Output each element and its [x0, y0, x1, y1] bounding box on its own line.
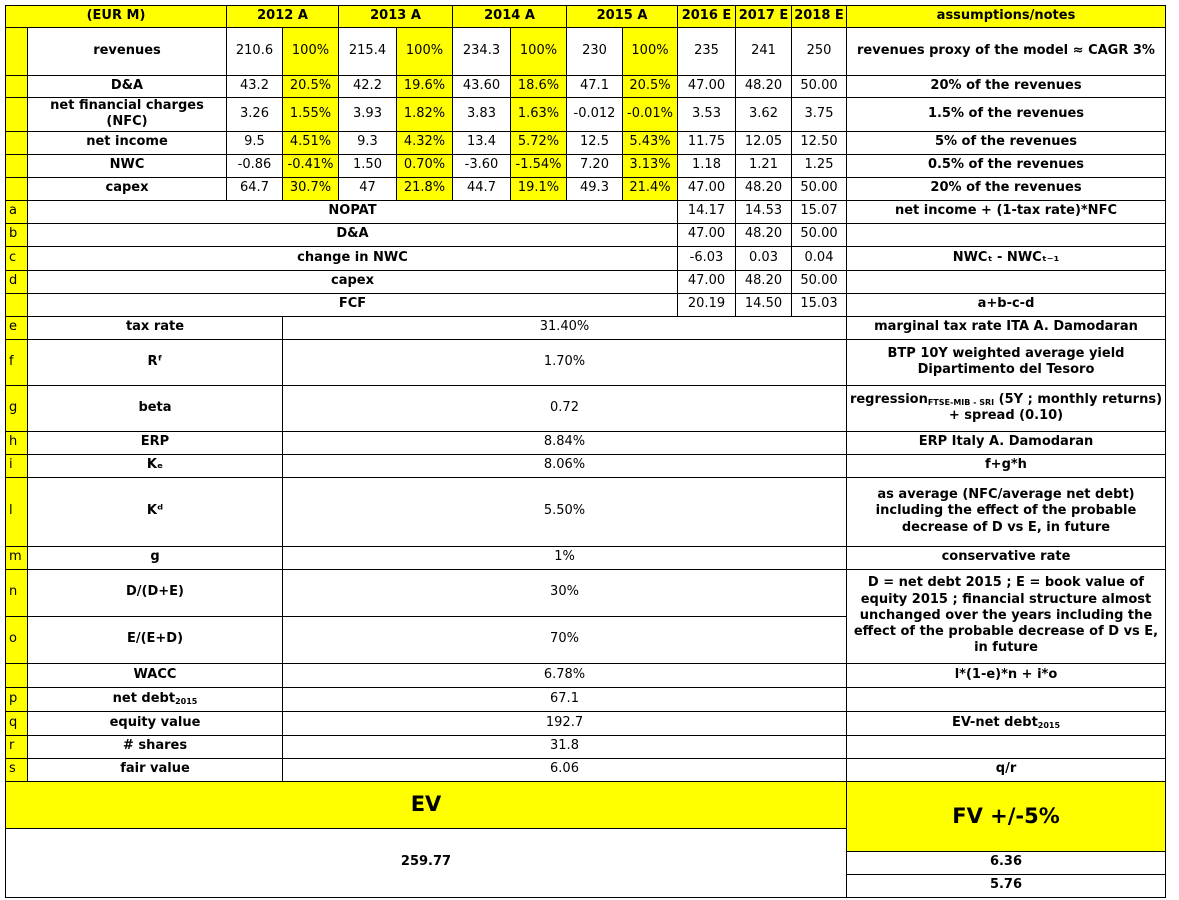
param-label: Rᶠ [28, 339, 283, 385]
table-row [6, 223, 1166, 246]
row-note: 20% of the revenues [847, 76, 1166, 98]
cell-value: 215.4 [339, 28, 397, 76]
table-row [6, 687, 1166, 711]
row-label: D&A [28, 223, 678, 246]
cell-percent: 30.7% [283, 177, 339, 200]
cell-percent: 0.70% [397, 154, 453, 177]
param-label: beta [28, 385, 283, 431]
cell-value: 47.00 [678, 177, 736, 200]
row-letter: e [6, 316, 28, 339]
table-row [6, 270, 1166, 293]
unit-header: (EUR M) [6, 6, 227, 28]
param-label: tax rate [28, 316, 283, 339]
cell-value: 250 [792, 28, 847, 76]
table-row [6, 76, 1166, 98]
cell-percent: 100% [623, 28, 678, 76]
table-row [6, 200, 1166, 223]
table-row [6, 28, 1166, 76]
note-text: (5Y ; monthly returns) + spread (0.10) [948, 391, 1163, 423]
cell-percent: 1.63% [511, 98, 567, 132]
cell-value: 0.03 [736, 246, 792, 270]
param-label: Kₑ [28, 454, 283, 477]
cell-value: 11.75 [678, 131, 736, 154]
row-note: BTP 10Y weighted average yield Dipartimento del Tesoro [847, 339, 1166, 385]
cell-value: 3.93 [339, 98, 397, 132]
fv-label: FV +/-5% [847, 781, 1166, 851]
year-header: 2018 E [792, 6, 847, 28]
cell-percent: 5.43% [623, 131, 678, 154]
cell-value: -0.012 [567, 98, 623, 132]
param-value: 6.78% [283, 663, 847, 687]
cell-value: 12.50 [792, 131, 847, 154]
cell-value: 64.7 [227, 177, 283, 200]
param-label: E/(E+D) [28, 616, 283, 663]
cell-value: 43.2 [227, 76, 283, 98]
table-row [6, 546, 1166, 569]
cell-value: 1.18 [678, 154, 736, 177]
notes-header: assumptions/notes [847, 6, 1166, 28]
row-label: NOPAT [28, 200, 678, 223]
param-label: equity value [28, 711, 283, 735]
cell-value: 241 [736, 28, 792, 76]
param-value: 31.8 [283, 735, 847, 758]
row-note [847, 735, 1166, 758]
cell-value: 210.6 [227, 28, 283, 76]
row-note: 20% of the revenues [847, 177, 1166, 200]
param-label: # shares [28, 735, 283, 758]
table-row [6, 454, 1166, 477]
cell-value: 50.00 [792, 223, 847, 246]
cell-value: 48.20 [736, 223, 792, 246]
row-letter: p [6, 687, 28, 711]
row-letter: d [6, 270, 28, 293]
cell-value: 47.00 [678, 223, 736, 246]
param-value: 6.06 [283, 758, 847, 781]
row-letter: b [6, 223, 28, 246]
cell-value: 12.5 [567, 131, 623, 154]
param-value: 1% [283, 546, 847, 569]
cell-value: -0.86 [227, 154, 283, 177]
param-value: 30% [283, 569, 847, 616]
cell-value: 47.00 [678, 76, 736, 98]
row-note: l*(1-e)*n + i*o [847, 663, 1166, 687]
row-letter: i [6, 454, 28, 477]
row-letter [6, 663, 28, 687]
row-label: net income [28, 131, 227, 154]
year-header: 2017 E [736, 6, 792, 28]
cell-percent: 100% [397, 28, 453, 76]
row-label: net financial charges (NFC) [28, 98, 227, 132]
cell-percent: -0.41% [283, 154, 339, 177]
cell-percent: 21.4% [623, 177, 678, 200]
row-letter: s [6, 758, 28, 781]
row-letter [6, 177, 28, 200]
note-subscript: 2015 [1037, 720, 1061, 730]
cell-percent: -0.01% [623, 98, 678, 132]
cell-value: 14.50 [736, 293, 792, 316]
valuation-sheet [5, 5, 1166, 898]
row-label: FCF [28, 293, 678, 316]
row-letter: q [6, 711, 28, 735]
table-row [6, 131, 1166, 154]
cell-percent: 20.5% [283, 76, 339, 98]
row-letter: c [6, 246, 28, 270]
year-header: 2016 E [678, 6, 736, 28]
year-header: 2013 A [339, 6, 453, 28]
table-row [6, 735, 1166, 758]
cell-value: 3.26 [227, 98, 283, 132]
cell-value: 49.3 [567, 177, 623, 200]
param-label [28, 687, 283, 711]
row-note: q/r [847, 758, 1166, 781]
cell-value: 50.00 [792, 76, 847, 98]
table-row [6, 569, 1166, 616]
table-row [6, 316, 1166, 339]
row-letter [6, 76, 28, 98]
cell-value: 1.21 [736, 154, 792, 177]
param-label: g [28, 546, 283, 569]
note-subscript: FTSE-MIB - SRI [927, 397, 995, 407]
row-letter [6, 293, 28, 316]
cell-value: 230 [567, 28, 623, 76]
row-letter [6, 131, 28, 154]
param-label: fair value [28, 758, 283, 781]
row-note: net income + (1-tax rate)*NFC [847, 200, 1166, 223]
cell-value: 14.53 [736, 200, 792, 223]
cell-percent: 4.32% [397, 131, 453, 154]
note-text: EV-net debt [951, 714, 1038, 730]
param-label: WACC [28, 663, 283, 687]
note-text: regression [849, 391, 928, 407]
cell-value: 1.50 [339, 154, 397, 177]
label-text: net debt [112, 690, 176, 706]
row-letter [6, 98, 28, 132]
row-letter: a [6, 200, 28, 223]
cell-percent: 100% [511, 28, 567, 76]
cell-value: 235 [678, 28, 736, 76]
cell-percent: 19.1% [511, 177, 567, 200]
cell-percent: 18.6% [511, 76, 567, 98]
row-note: f+g*h [847, 454, 1166, 477]
param-value: 192.7 [283, 711, 847, 735]
row-note [847, 385, 1166, 431]
param-value: 0.72 [283, 385, 847, 431]
cell-value: 13.4 [453, 131, 511, 154]
param-label: ERP [28, 431, 283, 454]
ev-value: 259.77 [6, 828, 847, 897]
param-value: 31.40% [283, 316, 847, 339]
year-header: 2014 A [453, 6, 567, 28]
cell-value: 1.25 [792, 154, 847, 177]
cell-percent: 3.13% [623, 154, 678, 177]
row-note: 1.5% of the revenues [847, 98, 1166, 132]
cell-value: 47 [339, 177, 397, 200]
param-label: Kᵈ [28, 477, 283, 546]
row-note: 5% of the revenues [847, 131, 1166, 154]
row-note [847, 687, 1166, 711]
row-letter: r [6, 735, 28, 758]
year-header: 2012 A [227, 6, 339, 28]
row-note: a+b-c-d [847, 293, 1166, 316]
row-letter: o [6, 616, 28, 663]
cell-value: 7.20 [567, 154, 623, 177]
row-note: conservative rate [847, 546, 1166, 569]
cell-percent: 1.82% [397, 98, 453, 132]
row-note: as average (NFC/average net debt) including the effect of the probable decrease of D vs E, in future [847, 477, 1166, 546]
cell-value: 3.75 [792, 98, 847, 132]
cell-value: 50.00 [792, 177, 847, 200]
row-note: marginal tax rate ITA A. Damodaran [847, 316, 1166, 339]
cell-percent: 19.6% [397, 76, 453, 98]
row-label: change in NWC [28, 246, 678, 270]
row-note [847, 223, 1166, 246]
row-letter: h [6, 431, 28, 454]
param-value: 70% [283, 616, 847, 663]
param-value: 8.84% [283, 431, 847, 454]
table-row [6, 477, 1166, 546]
row-label: capex [28, 270, 678, 293]
cell-value: 48.20 [736, 177, 792, 200]
cell-value: 50.00 [792, 270, 847, 293]
cell-percent: 20.5% [623, 76, 678, 98]
row-letter [6, 28, 28, 76]
capital-structure-note: D = net debt 2015 ; E = book value of equity 2015 ; financial structure almost unchanged over the years including the effect of the probable decrease of D vs E, in future [847, 569, 1166, 663]
table-row [6, 177, 1166, 200]
row-note [847, 270, 1166, 293]
cell-value: 48.20 [736, 76, 792, 98]
cell-value: 44.7 [453, 177, 511, 200]
row-label: capex [28, 177, 227, 200]
fv-low-value: 5.76 [847, 874, 1166, 897]
fv-high-value: 6.36 [847, 851, 1166, 874]
summary-row [6, 781, 1166, 828]
table-row [6, 293, 1166, 316]
cell-percent: 5.72% [511, 131, 567, 154]
cell-value: 15.07 [792, 200, 847, 223]
param-value: 1.70% [283, 339, 847, 385]
cell-value: 43.60 [453, 76, 511, 98]
table-row [6, 385, 1166, 431]
cell-value: 14.17 [678, 200, 736, 223]
cell-value: 3.53 [678, 98, 736, 132]
ev-label: EV [6, 781, 847, 828]
row-letter: f [6, 339, 28, 385]
cell-value: -3.60 [453, 154, 511, 177]
year-header: 2015 A [567, 6, 678, 28]
param-label: D/(D+E) [28, 569, 283, 616]
cell-percent: -1.54% [511, 154, 567, 177]
cell-value: 20.19 [678, 293, 736, 316]
row-note [847, 711, 1166, 735]
cell-value: 234.3 [453, 28, 511, 76]
cell-value: 47.1 [567, 76, 623, 98]
row-label: revenues [28, 28, 227, 76]
param-value: 5.50% [283, 477, 847, 546]
cell-value: 47.00 [678, 270, 736, 293]
table-row [6, 711, 1166, 735]
cell-value: 15.03 [792, 293, 847, 316]
row-letter: l [6, 477, 28, 546]
row-note: revenues proxy of the model ≈ CAGR 3% [847, 28, 1166, 76]
cell-value: 0.04 [792, 246, 847, 270]
cell-value: 48.20 [736, 270, 792, 293]
cell-percent: 4.51% [283, 131, 339, 154]
table-row [6, 431, 1166, 454]
cell-value: 3.83 [453, 98, 511, 132]
row-note: 0.5% of the revenues [847, 154, 1166, 177]
row-letter: m [6, 546, 28, 569]
row-letter: n [6, 569, 28, 616]
param-value: 8.06% [283, 454, 847, 477]
table-row [6, 758, 1166, 781]
table-row [6, 339, 1166, 385]
table-row [6, 154, 1166, 177]
row-note: NWCₜ - NWCₜ₋₁ [847, 246, 1166, 270]
cell-percent: 21.8% [397, 177, 453, 200]
cell-percent: 1.55% [283, 98, 339, 132]
row-label: NWC [28, 154, 227, 177]
row-letter [6, 154, 28, 177]
header-row [6, 6, 1166, 28]
table-row [6, 663, 1166, 687]
cell-value: 3.62 [736, 98, 792, 132]
cell-percent: 100% [283, 28, 339, 76]
row-note: ERP Italy A. Damodaran [847, 431, 1166, 454]
row-label: D&A [28, 76, 227, 98]
row-letter: g [6, 385, 28, 431]
table-row [6, 98, 1166, 132]
cell-value: 9.5 [227, 131, 283, 154]
cell-value: 9.3 [339, 131, 397, 154]
table-row [6, 246, 1166, 270]
param-value: 67.1 [283, 687, 847, 711]
cell-value: 42.2 [339, 76, 397, 98]
cell-value: 12.05 [736, 131, 792, 154]
label-subscript: 2015 [175, 696, 198, 706]
cell-value: -6.03 [678, 246, 736, 270]
